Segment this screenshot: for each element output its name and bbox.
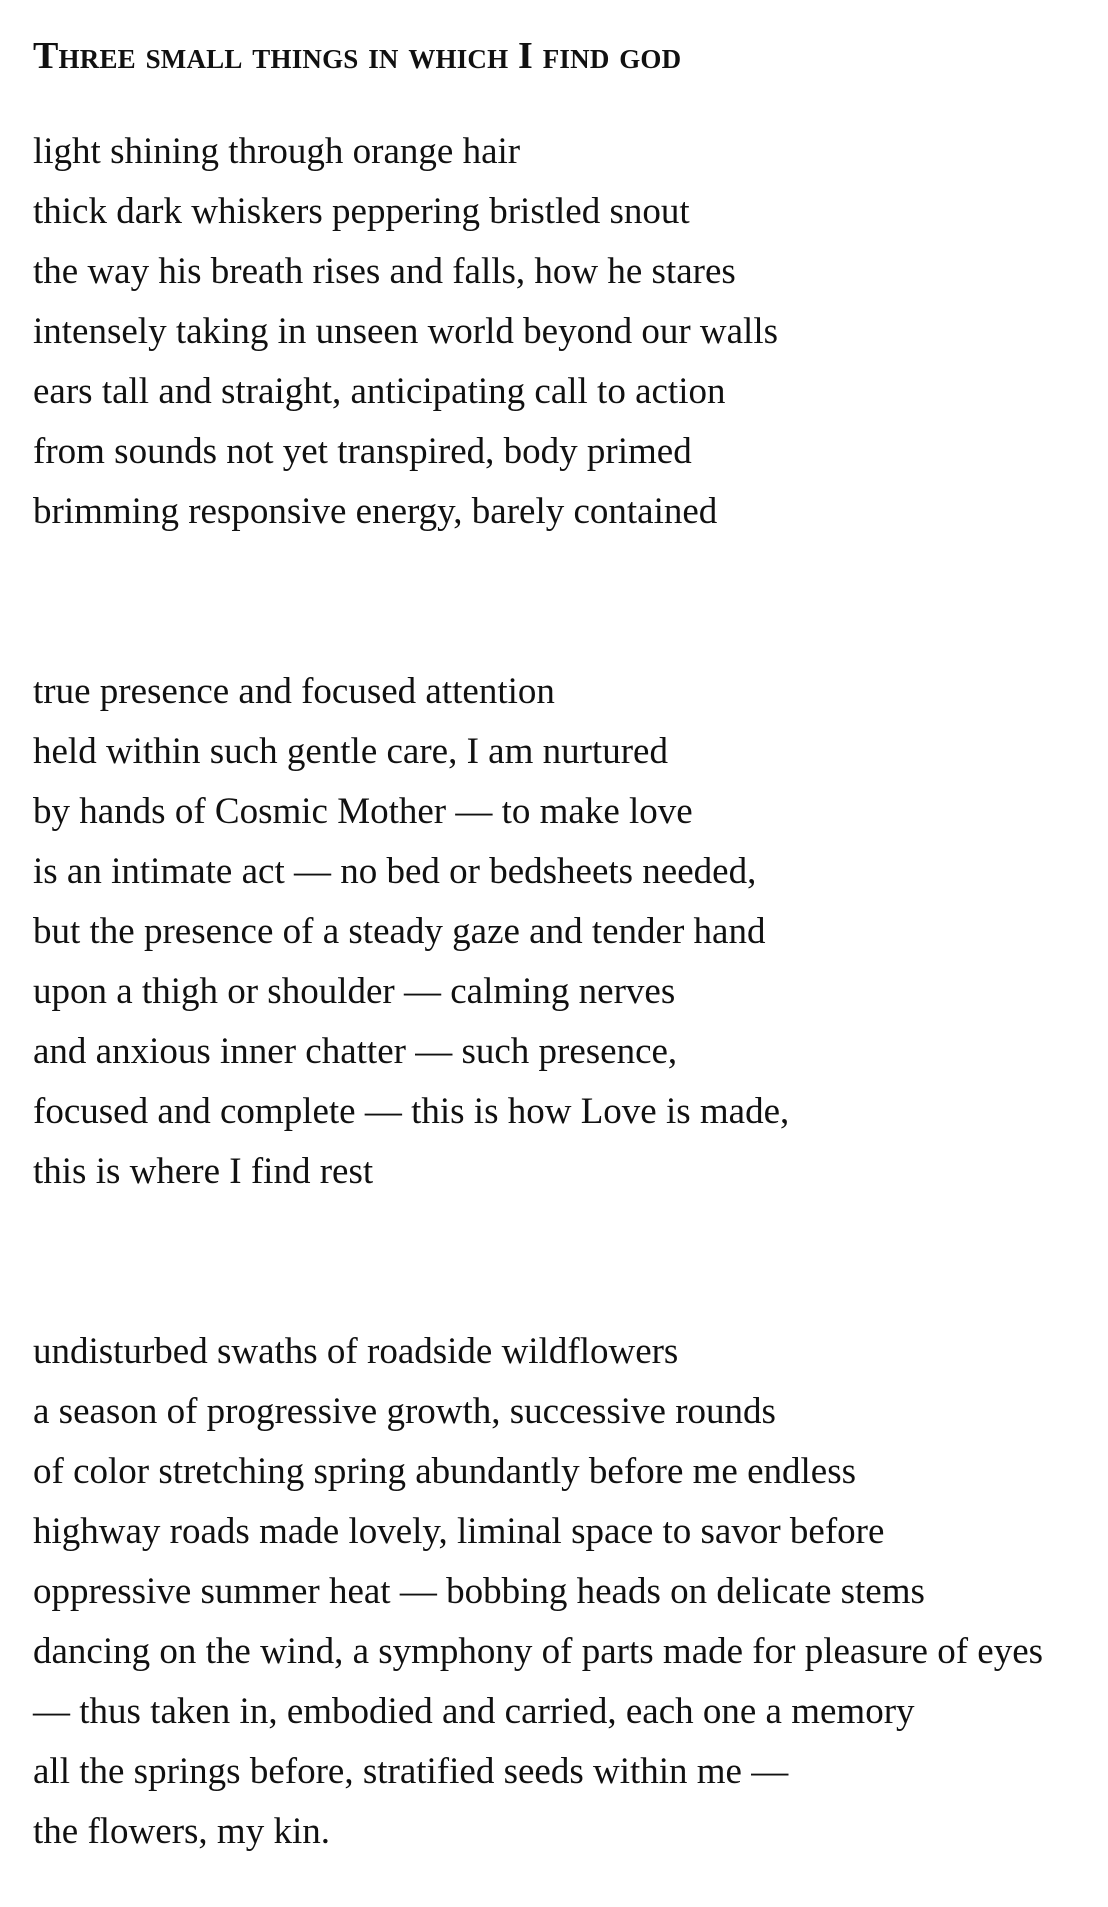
- poem-line: held within such gentle care, I am nurtured: [33, 731, 668, 772]
- poem-line: the flowers, my kin.: [33, 1811, 330, 1852]
- poem-line: this is where I find rest: [33, 1151, 374, 1192]
- poem-line: of color stretching spring abundantly before me endless: [33, 1451, 857, 1492]
- poem-line: a season of progressive growth, successive rounds: [33, 1391, 776, 1432]
- poem-page: [33, 26, 1093, 1862]
- poem-line: dancing on the wind, a symphony of parts made for pleasure of eyes: [33, 1631, 1044, 1672]
- poem-line: upon a thigh or shoulder — calming nerves: [33, 971, 676, 1012]
- poem-line: brimming responsive energy, barely contained: [33, 491, 718, 532]
- poem-line: undisturbed swaths of roadside wildflowers: [33, 1331, 679, 1372]
- stanza-3: [33, 1322, 1093, 1862]
- poem-line: thick dark whiskers peppering bristled snout: [33, 191, 690, 232]
- poem-line: all the springs before, stratified seeds within me —: [33, 1751, 789, 1792]
- poem-line: true presence and focused attention: [33, 671, 555, 712]
- poem-line: ears tall and straight, anticipating call to action: [33, 371, 726, 412]
- poem-line: but the presence of a steady gaze and tender hand: [33, 911, 766, 952]
- poem-line: light shining through orange hair: [33, 131, 521, 172]
- poem-line: intensely taking in unseen world beyond our walls: [33, 311, 779, 352]
- stanza-1: [33, 122, 1093, 542]
- stanza-2: [33, 662, 1093, 1202]
- poem-line: highway roads made lovely, liminal space to savor before: [33, 1511, 885, 1552]
- poem-line: — thus taken in, embodied and carried, each one a memory: [33, 1691, 915, 1732]
- poem-line: by hands of Cosmic Mother — to make love: [33, 791, 693, 832]
- poem-line: and anxious inner chatter — such presence,: [33, 1031, 678, 1072]
- poem-line: is an intimate act — no bed or bedsheets needed,: [33, 851, 757, 892]
- poem-title: Three small things in which I find god: [33, 35, 682, 77]
- poem-line: the way his breath rises and falls, how he stares: [33, 251, 736, 292]
- poem-line: from sounds not yet transpired, body primed: [33, 431, 692, 472]
- poem-line: focused and complete — this is how Love is made,: [33, 1091, 790, 1132]
- poem-line: oppressive summer heat — bobbing heads on delicate stems: [33, 1571, 925, 1612]
